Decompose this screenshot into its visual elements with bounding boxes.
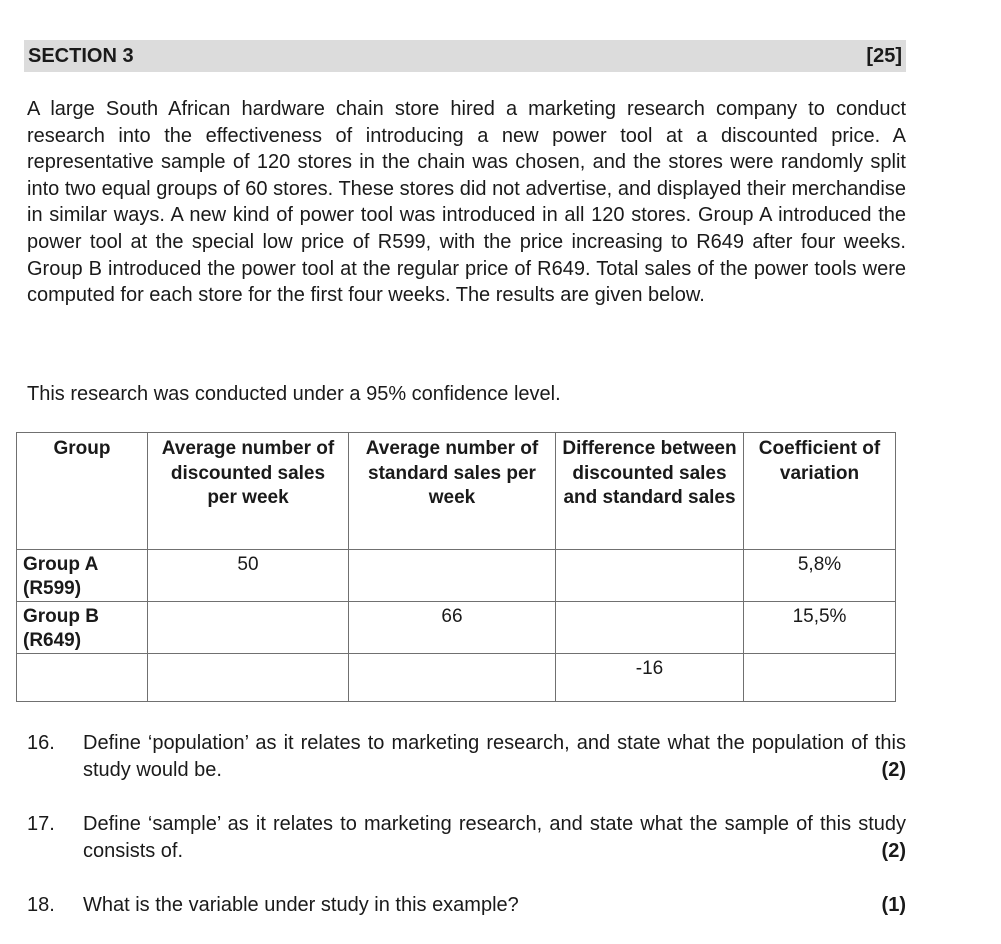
question-text: What is the variable under study in this example? xyxy=(83,894,519,916)
cell-standard: 66 xyxy=(349,602,556,654)
cell-cov: 5,8% xyxy=(744,550,896,602)
section-title: SECTION 3 xyxy=(28,44,134,67)
header-discounted-sales: Average number of discounted sales per week xyxy=(148,433,349,550)
question-17 xyxy=(27,811,906,865)
cell-group xyxy=(17,602,148,654)
cell-group xyxy=(17,550,148,602)
table-header-row xyxy=(17,433,896,550)
cell-group xyxy=(17,654,148,702)
cell-standard xyxy=(349,654,556,702)
intro-paragraph: A large South African hardware chain store hired a marketing research company to conduct research into the effectiveness of introducing a new power tool at a discounted price. A representative sample of 120 stores in the chain was chosen, and the stores were randomly split into two equal groups of 60 stores. These stores did not advertise, and displayed their merchandise in similar ways. A new kind of power tool was introduced in all 120 stores. Group A introduced the power tool at the special low price of R599, with the price increasing to R649 after four weeks. Group B introduced the power tool at the regular price of R649. Total sales of the power tools were computed for each store for the first four weeks. The results are given below. xyxy=(27,98,906,307)
question-marks: (2) xyxy=(881,840,906,862)
header-coefficient-of-variation: Coefficient of variation xyxy=(744,433,896,550)
header-standard-sales: Average number of standard sales per week xyxy=(349,433,556,550)
cell-difference xyxy=(556,550,744,602)
question-18 xyxy=(27,892,906,919)
cell-discounted xyxy=(148,654,349,702)
question-text: Define ‘population’ as it relates to marketing research, and state what the population of this study would be. xyxy=(83,732,906,781)
header-difference: Difference between discounted sales and standard sales xyxy=(556,433,744,550)
cell-discounted: 50 xyxy=(148,550,349,602)
table-row xyxy=(17,602,896,654)
cell-cov: 15,5% xyxy=(744,602,896,654)
results-table xyxy=(16,432,896,702)
group-price: (R599) xyxy=(23,578,82,599)
section-header xyxy=(24,40,906,72)
cell-standard xyxy=(349,550,556,602)
table-row xyxy=(17,550,896,602)
question-text: Define ‘sample’ as it relates to marketing research, and state what the sample of this study consists of. xyxy=(83,813,906,862)
question-marks: (2) xyxy=(881,759,906,781)
group-name: Group B xyxy=(23,606,99,627)
group-name: Group A xyxy=(23,554,99,575)
cell-difference: -16 xyxy=(556,654,744,702)
confidence-statement: This research was conducted under a 95% confidence level. xyxy=(27,383,561,405)
question-16 xyxy=(27,730,906,784)
cell-discounted xyxy=(148,602,349,654)
question-number: 17. xyxy=(27,813,55,835)
cell-cov xyxy=(744,654,896,702)
header-group: Group xyxy=(17,433,148,550)
cell-difference xyxy=(556,602,744,654)
group-price: (R649) xyxy=(23,630,82,651)
question-marks: (1) xyxy=(881,894,906,916)
question-number: 18. xyxy=(27,894,55,916)
section-marks: [25] xyxy=(866,44,902,67)
question-number: 16. xyxy=(27,732,55,754)
table-row xyxy=(17,654,896,702)
